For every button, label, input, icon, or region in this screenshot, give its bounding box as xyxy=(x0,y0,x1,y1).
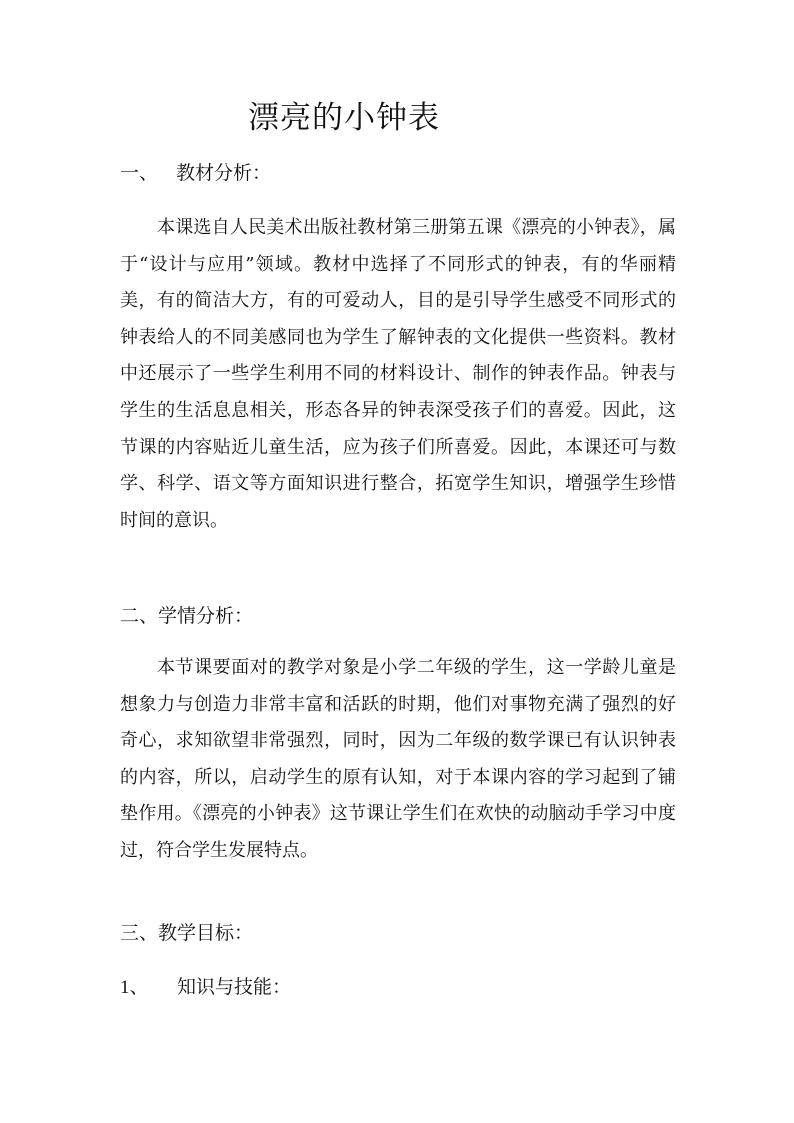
section-number: 三、 xyxy=(120,922,159,944)
subsection-number: 1、 xyxy=(120,977,149,998)
section-heading-teaching-objectives xyxy=(120,918,253,948)
section-number: 一、 xyxy=(120,162,159,184)
subsection-heading-label: 知识与技能： xyxy=(177,976,292,998)
section-paragraph-learner-analysis: 本节课要面对的教学对象是小学二年级的学生，这一学龄儿童是想象力与创造力非常丰富和活跃的时期，他们对事物充满了强烈的好奇心，求知欲望非常强烈，同时，因为二年级的数学课已有认识钟表的内容，所以，启动学生的原有认知，对于本课内容的学习起到了铺垫作用。《漂亮的小钟表》这节课让学生们在欢快的动脑动手学习中度过，符合学生发展特点。 xyxy=(120,657,676,861)
section-number: 二、 xyxy=(120,605,159,627)
section-heading-learner-analysis xyxy=(120,601,253,631)
section-heading-label: 教学目标： xyxy=(158,922,254,944)
subsection-heading-knowledge-skills xyxy=(120,972,291,1003)
document-title: 漂亮的小钟表 xyxy=(248,100,440,136)
section-heading-label: 教材分析： xyxy=(176,162,272,184)
section-heading-teaching-material-analysis xyxy=(120,158,271,188)
section-heading-label: 学情分析： xyxy=(158,605,254,627)
section-paragraph-teaching-material-analysis: 本课选自人民美术出版社教材第三册第五课《漂亮的小钟表》，属于“设计与应用”领域。教材中选择了不同形式的钟表，有的华丽精美，有的简洁大方，有的可爱动人，目的是引导学生感受不同形式的钟表给人的不同美感同也为学生了解钟表的文化提供一些资料。教材中还展示了一些学生利用不同的材料设计、制作的钟表作品。钟表与学生的生活息息相关，形态各异的钟表深受孩子们的喜爱。因此，这节课的内容贴近儿童生活，应为孩子们所喜爱。因此，本课还可与数学、科学、语文等方面知识进行整合，拓宽学生知识，增强学生珍惜时间的意识。 xyxy=(120,217,676,531)
